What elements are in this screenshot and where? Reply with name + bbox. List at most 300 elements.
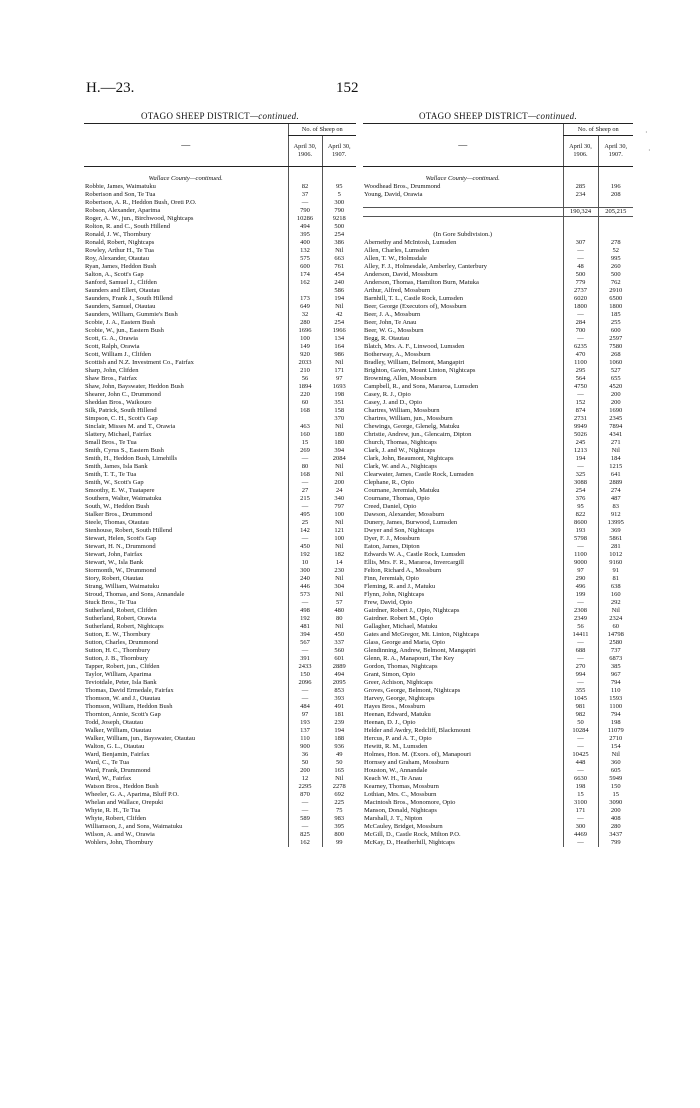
- holder-name: Shaw, John, Bayswater, Heddon Bush: [85, 383, 184, 390]
- sheep-1907: 600: [598, 327, 633, 335]
- sheep-1907: 14: [322, 559, 356, 567]
- table-row: [84, 335, 356, 343]
- sheep-1907: 912: [598, 511, 633, 519]
- holder-name: Smoothy, E. W., Tuatapere: [85, 487, 155, 494]
- table-row: [84, 575, 356, 583]
- sheep-1907: 260: [598, 263, 633, 271]
- table-row: [84, 327, 356, 335]
- table-row: [363, 543, 633, 551]
- holder-name: Saunders, Frank J., South Hillend: [85, 295, 173, 302]
- table-row: [363, 439, 633, 447]
- holder-name: Robbie, James, Waimatuku: [85, 183, 156, 190]
- holder-name: Eaton, James, Dipton: [364, 543, 420, 550]
- table-row: [363, 263, 633, 271]
- table-row: [363, 535, 633, 543]
- table-row: [84, 399, 356, 407]
- sheep-1906: 234: [563, 191, 598, 199]
- subdivision-heading: (In Gore Subdivision.): [433, 231, 493, 238]
- holder-name: Lothian, Mrs. C., Mossburn: [364, 791, 437, 798]
- sheep-1906: [288, 287, 322, 295]
- sheep-1907: 184: [598, 455, 633, 463]
- sheep-1907: 1693: [322, 383, 356, 391]
- sheep-1907: 95: [322, 183, 356, 191]
- table-row: [363, 487, 633, 495]
- holder-name: Cournane, Thomas, Opio: [364, 495, 430, 502]
- sheep-1906: —: [563, 815, 598, 823]
- sheep-1907: 1215: [598, 463, 633, 471]
- holder-name: Stenhouse, Robert, South Hillend: [85, 527, 173, 534]
- sheep-1907: 154: [598, 743, 633, 751]
- sheep-1906: 446: [288, 583, 322, 591]
- holder-name: Casey, R. J., Opio: [364, 391, 411, 398]
- sheep-1907: 97: [322, 375, 356, 383]
- table-row: [363, 463, 633, 471]
- sheep-1907: 200: [598, 399, 633, 407]
- table-row: [363, 519, 633, 527]
- table-row: [84, 383, 356, 391]
- table-row: [84, 183, 356, 191]
- right-column-title: OTAGO SHEEP DISTRICT—continued.: [419, 111, 577, 121]
- sheep-1906: 355: [563, 687, 598, 695]
- sheep-1906: 37: [288, 191, 322, 199]
- sheep-1906: 36: [288, 751, 322, 759]
- holder-name: Saunders, Samuel, Otautau: [85, 303, 156, 310]
- sheep-1907: 2095: [322, 679, 356, 687]
- sheep-1906: —: [288, 807, 322, 815]
- sheep-1906: 15: [288, 439, 322, 447]
- table-row: [84, 367, 356, 375]
- table-row: [84, 303, 356, 311]
- table-row: [84, 295, 356, 303]
- holder-name: Clephane, R., Opio: [364, 479, 415, 486]
- sheep-1907: 185: [598, 311, 633, 319]
- holder-name: Macintosh Bros., Monomore, Opio: [364, 799, 456, 806]
- holder-name: Roger, A. W., jun., Birchwood, Nightcaps: [85, 215, 194, 222]
- left-column-title: OTAGO SHEEP DISTRICT—continued.: [141, 111, 299, 121]
- sheep-1907: 790: [322, 207, 356, 215]
- holder-name: Stewart, W., Isla Bank: [85, 559, 144, 566]
- table-row: [363, 255, 633, 263]
- holder-name: Robertson, A. R., Heddon Bush, Oreti P.O.: [85, 199, 197, 206]
- sheep-1906: 10425: [563, 751, 598, 759]
- sheep-1907: Nil: [322, 359, 356, 367]
- holder-name: Grant, Simon, Opio: [364, 671, 416, 678]
- holder-name: Gordon, Thomas, Nightcaps: [364, 663, 438, 670]
- sheep-1906: 97: [288, 711, 322, 719]
- sheep-1906: 215: [288, 495, 322, 503]
- holder-name: Sutton, E. W., Thornbury: [85, 631, 151, 638]
- table-row: [363, 191, 633, 199]
- table-row: [363, 575, 633, 583]
- sheep-1906: 198: [563, 783, 598, 791]
- sheep-1906: 1045: [563, 695, 598, 703]
- sheep-1907: 395: [322, 823, 356, 831]
- holder-name: Thomson, William, Heddon Bush: [85, 703, 173, 710]
- right-table-header: [363, 123, 633, 167]
- holder-name: McCauley, Bridget, Mossburn: [364, 823, 443, 830]
- sheep-1907: 200: [322, 479, 356, 487]
- sheep-1907: Nil: [322, 471, 356, 479]
- table-row: [363, 775, 633, 783]
- table-row: [84, 623, 356, 631]
- sheep-1907: 797: [322, 503, 356, 511]
- table-row: [84, 671, 356, 679]
- sheep-1906: —: [563, 735, 598, 743]
- table-row: [363, 759, 633, 767]
- sheep-1906: 2433: [288, 663, 322, 671]
- sheep-1907: 663: [322, 255, 356, 263]
- table-row: [84, 655, 356, 663]
- holder-name: Stalker Bros., Drummond: [85, 511, 153, 518]
- sheep-1907: 480: [322, 607, 356, 615]
- sheep-1907: 360: [598, 759, 633, 767]
- holder-name: Walker, William, Otautau: [85, 727, 152, 734]
- table-row: [84, 735, 356, 743]
- table-row: [84, 543, 356, 551]
- sheep-1906: 220: [288, 391, 322, 399]
- holder-name: Hayes Bros., Mossburn: [364, 703, 426, 710]
- sheep-1906: 567: [288, 639, 322, 647]
- sheep-1906: 6020: [563, 295, 598, 303]
- sheep-1906: 5026: [563, 431, 598, 439]
- holder-name: Todd, Joseph, Otautau: [85, 719, 144, 726]
- sheep-1907: 9218: [322, 215, 356, 223]
- sheep-1907: 5949: [598, 775, 633, 783]
- holder-name: Saunders, William, Gummie's Bush: [85, 311, 178, 318]
- sheep-1907: 1800: [598, 303, 633, 311]
- sheep-1906: 290: [563, 575, 598, 583]
- sheep-1906: 3100: [563, 799, 598, 807]
- sheep-1906: 2731: [563, 415, 598, 423]
- sheep-1906: 600: [288, 263, 322, 271]
- table-row: [84, 647, 356, 655]
- sheep-1907: 967: [598, 671, 633, 679]
- table-row: [84, 807, 356, 815]
- holder-name: Clark, John, Beaumont, Nightcaps: [364, 455, 454, 462]
- holder-name: Sinclair, Misses M. and T., Orawia: [85, 423, 176, 430]
- sheep-1907: 408: [598, 815, 633, 823]
- table-row: [363, 351, 633, 359]
- right-rows: [363, 239, 633, 847]
- holder-name: Dyer, F. J., Mossburn: [364, 535, 420, 542]
- holder-name: Whyte, R. H., Te Tua: [85, 807, 141, 814]
- holder-name: Smith, Cyrus S., Eastern Bush: [85, 447, 164, 454]
- table-row: [363, 767, 633, 775]
- sheep-1906: 825: [288, 831, 322, 839]
- sheep-1906: 82: [288, 183, 322, 191]
- sheep-1906: 564: [563, 375, 598, 383]
- sheep-1906: 110: [288, 735, 322, 743]
- sheep-1906: 394: [288, 631, 322, 639]
- table-row: [84, 775, 356, 783]
- holder-name: Thornton, Annie, Scott's Gap: [85, 711, 161, 718]
- holder-name: Arthur, Alfred, Mossburn: [364, 287, 431, 294]
- holder-name: Steele, Thomas, Otautau: [85, 519, 149, 526]
- table-row: [84, 495, 356, 503]
- table-row: [84, 351, 356, 359]
- table-row: [363, 359, 633, 367]
- table-row: [84, 679, 356, 687]
- sheep-1906: 168: [288, 471, 322, 479]
- sheep-1907: 800: [322, 831, 356, 839]
- holder-name: Thomson, W. and J., Otautau: [85, 695, 161, 702]
- sheep-1906: 448: [563, 759, 598, 767]
- sheep-1907: 281: [598, 543, 633, 551]
- sheep-1907: 181: [322, 711, 356, 719]
- table-row: [84, 319, 356, 327]
- table-row: [84, 527, 356, 535]
- sheep-1907: 500: [322, 223, 356, 231]
- holder-name: Groves, George, Belmont, Nightcaps: [364, 687, 461, 694]
- table-row: [363, 311, 633, 319]
- page-number: 152: [336, 80, 359, 96]
- table-row: [84, 535, 356, 543]
- holder-name: Hornsey and Graham, Mossburn: [364, 759, 449, 766]
- sheep-1907: 200: [598, 391, 633, 399]
- holder-name: Frew, David, Opio: [364, 599, 413, 606]
- sheep-1906: 2033: [288, 359, 322, 367]
- table-row: [363, 799, 633, 807]
- right-column: [363, 110, 633, 847]
- sheep-1907: 278: [598, 239, 633, 247]
- sheep-1906: 14411: [563, 631, 598, 639]
- holder-name: Hewitt, R. M., Lumsden: [364, 743, 428, 750]
- sheep-1906: 484: [288, 703, 322, 711]
- holder-name: Flynn, John, Nightcaps: [364, 591, 425, 598]
- sheep-1906: 27: [288, 487, 322, 495]
- sheep-1906: —: [563, 599, 598, 607]
- table-row: [84, 631, 356, 639]
- table-row: [363, 623, 633, 631]
- sheep-1907: 4520: [598, 383, 633, 391]
- sheep-1907: 2597: [598, 335, 633, 343]
- sheep-1906: 210: [288, 367, 322, 375]
- table-row: [84, 247, 356, 255]
- sheep-1907: 986: [322, 351, 356, 359]
- holder-name: Brighton, Gavin, Mount Linton, Nightcaps: [364, 367, 476, 374]
- sheep-1907: 254: [322, 319, 356, 327]
- sheep-1906: 192: [288, 615, 322, 623]
- sheep-1906: 2096: [288, 679, 322, 687]
- sheep-1906: 284: [563, 319, 598, 327]
- left-column: [84, 110, 356, 847]
- sheep-1906: 1696: [288, 327, 322, 335]
- sheep-1906: 171: [563, 807, 598, 815]
- sheep-1906: 168: [288, 407, 322, 415]
- holder-name: Christie, Andrew, jun., Glencairn, Dipton: [364, 431, 472, 438]
- sheep-1907: 2889: [322, 663, 356, 671]
- holder-name: Scobie, J. A., Eastern Bush: [85, 319, 156, 326]
- sheep-1906: —: [563, 839, 598, 847]
- sheep-1907: 641: [598, 471, 633, 479]
- sheep-1907: 394: [322, 447, 356, 455]
- holder-name: Ryan, James, Heddon Bush: [85, 263, 157, 270]
- sheep-1906: —: [563, 655, 598, 663]
- sheep-1906: —: [563, 311, 598, 319]
- table-row: [84, 767, 356, 775]
- holder-name: Wilson, A. and W., Orawia: [85, 831, 155, 838]
- sheep-1906: 994: [563, 671, 598, 679]
- table-row: [84, 695, 356, 703]
- page-header-ref: H.—23.: [86, 80, 135, 96]
- sheep-1906: 162: [288, 279, 322, 287]
- holder-name: Beer, W. G., Mossburn: [364, 327, 424, 334]
- sheep-1906: 400: [288, 239, 322, 247]
- table-row: [84, 415, 356, 423]
- holder-name: Felton, Richard A., Mossburn: [364, 567, 442, 574]
- sheep-1907: 370: [322, 415, 356, 423]
- sheep-1907: 164: [322, 343, 356, 351]
- holder-name: Sharp, John, Clifden: [85, 367, 139, 374]
- holder-name: Story, Robert, Otautau: [85, 575, 144, 582]
- sheep-1907: 165: [322, 767, 356, 775]
- sheep-1907: 5861: [598, 535, 633, 543]
- sheep-1906: 870: [288, 791, 322, 799]
- holder-name: Clark, W. and A., Nightcaps: [364, 463, 437, 470]
- table-row: [363, 743, 633, 751]
- holder-name: Wohlers, John, Thornbury: [85, 839, 153, 846]
- holder-name: Tapper, Robert, jun., Clifden: [85, 663, 160, 670]
- table-row: [84, 271, 356, 279]
- holder-name: Small Bros., Te Tua: [85, 439, 137, 446]
- holder-name: Smith, T. T., Te Tua: [85, 471, 137, 478]
- holder-name: Ellis, Mrs. F. R., Mararoa, Invercargill: [364, 559, 464, 566]
- sheep-1906: 174: [288, 271, 322, 279]
- sheep-1906: 132: [288, 247, 322, 255]
- holder-name: Marshall, J. T., Nipton: [364, 815, 423, 822]
- table-row: [363, 687, 633, 695]
- table-row: [363, 295, 633, 303]
- holder-name: Sanford, Samuel J., Clifden: [85, 279, 157, 286]
- sheep-1906: 95: [563, 503, 598, 511]
- sheep-1907: 81: [598, 575, 633, 583]
- holder-name: Roy, Alexander, Otautau: [85, 255, 149, 262]
- sheep-1907: 2084: [322, 455, 356, 463]
- table-row: [363, 831, 633, 839]
- table-row: [84, 407, 356, 415]
- sheep-1906: 470: [563, 351, 598, 359]
- table-row: [84, 359, 356, 367]
- sheep-1907: 171: [322, 367, 356, 375]
- table-row: [84, 431, 356, 439]
- table-row: [363, 503, 633, 511]
- sheep-1907: 454: [322, 271, 356, 279]
- sheep-1906: 100: [288, 335, 322, 343]
- sheep-1906: 25: [288, 519, 322, 527]
- sheep-1907: 14798: [598, 631, 633, 639]
- table-row: [84, 207, 356, 215]
- table-row: [84, 583, 356, 591]
- table-row: [84, 599, 356, 607]
- holder-name: Manson, Donald, Nightcaps: [364, 807, 437, 814]
- sheep-1907: 601: [322, 655, 356, 663]
- right-header-year-1906: April 30, 1906.: [563, 136, 598, 167]
- sheep-1906: 463: [288, 423, 322, 431]
- sheep-1907: 799: [598, 839, 633, 847]
- sheep-1907: 369: [598, 527, 633, 535]
- holder-name: Rowley, Arthur H., Te Tua: [85, 247, 154, 254]
- sheep-1906: 193: [288, 719, 322, 727]
- holder-name: Allen, Charles, Lumsden: [364, 247, 429, 254]
- sheep-1907: 761: [322, 263, 356, 271]
- sheep-1906: 450: [288, 543, 322, 551]
- sheep-1906: —: [563, 639, 598, 647]
- table-row: [363, 823, 633, 831]
- holder-name: Williamson, J., and Sons, Waimatuku: [85, 823, 183, 830]
- holder-name: Sutton, Charles, Drummond: [85, 639, 159, 646]
- table-row: [363, 735, 633, 743]
- table-row: [84, 423, 356, 431]
- sheep-1907: Nil: [598, 607, 633, 615]
- sheep-1906: —: [288, 503, 322, 511]
- sheep-1906: 1213: [563, 447, 598, 455]
- sheep-1906: 150: [288, 671, 322, 679]
- sheep-1906: 688: [563, 647, 598, 655]
- holder-name: Taylor, William, Aparima: [85, 671, 152, 678]
- holder-name: Walton, G. L., Otautau: [85, 743, 145, 750]
- table-row: [84, 375, 356, 383]
- sheep-1906: 32: [288, 311, 322, 319]
- sheep-1907: 995: [598, 255, 633, 263]
- sheep-1907: 762: [598, 279, 633, 287]
- table-row: [84, 799, 356, 807]
- holder-name: Stewart, John, Fairfax: [85, 551, 143, 558]
- sheep-1907: Nil: [322, 423, 356, 431]
- holder-name: Gairdner, Robert J., Opio, Nightcaps: [364, 607, 460, 614]
- table-row: [363, 631, 633, 639]
- sheep-1907: 936: [322, 743, 356, 751]
- sheep-1907: 49: [322, 751, 356, 759]
- sheep-1906: —: [288, 599, 322, 607]
- table-row: [84, 255, 356, 263]
- table-row: [363, 839, 633, 847]
- holder-name: Barnhill, T. L., Castle Rock, Lumsden: [364, 295, 464, 302]
- holder-name: Sheddan Bros., Waikouro: [85, 399, 152, 406]
- holder-name: Scott, William J., Clifden: [85, 351, 152, 358]
- sheep-1906: 160: [288, 431, 322, 439]
- table-row: [84, 343, 356, 351]
- holder-name: Glendinning, Andrew, Belmont, Mangapiri: [364, 647, 476, 654]
- sheep-1906: 10286: [288, 215, 322, 223]
- holder-name: Glass, George and Maria, Opio: [364, 639, 446, 646]
- sheep-1906: 137: [288, 727, 322, 735]
- sheep-1906: 495: [288, 511, 322, 519]
- sheep-1907: Nil: [322, 775, 356, 783]
- sheep-1906: 874: [563, 407, 598, 415]
- sheep-1907: Nil: [322, 519, 356, 527]
- holder-name: Begg, R. Otautau: [364, 335, 410, 342]
- holder-name: Gates and McGregor, Mt. Linton, Nightcaps: [364, 631, 480, 638]
- table-row: [84, 839, 356, 847]
- holder-name: Roberison and Son, Te Tua: [85, 191, 156, 198]
- sheep-1906: 982: [563, 711, 598, 719]
- sheep-1907: 83: [598, 503, 633, 511]
- sheep-1907: 75: [322, 807, 356, 815]
- sheep-1906: 6235: [563, 343, 598, 351]
- sheep-1907: 60: [598, 623, 633, 631]
- table-row: [84, 591, 356, 599]
- sheep-1907: Nil: [322, 463, 356, 471]
- table-row: [363, 783, 633, 791]
- holder-name: Stewart, H. N., Drummond: [85, 543, 156, 550]
- sheep-1906: 790: [288, 207, 322, 215]
- table-row: [363, 327, 633, 335]
- table-row: [363, 479, 633, 487]
- holder-name: Clark, J. and W., Nightcaps: [364, 447, 436, 454]
- table-row: [84, 391, 356, 399]
- sheep-1906: 142: [288, 527, 322, 535]
- holder-name: Chewings, George, Glenelg, Matuku: [364, 423, 460, 430]
